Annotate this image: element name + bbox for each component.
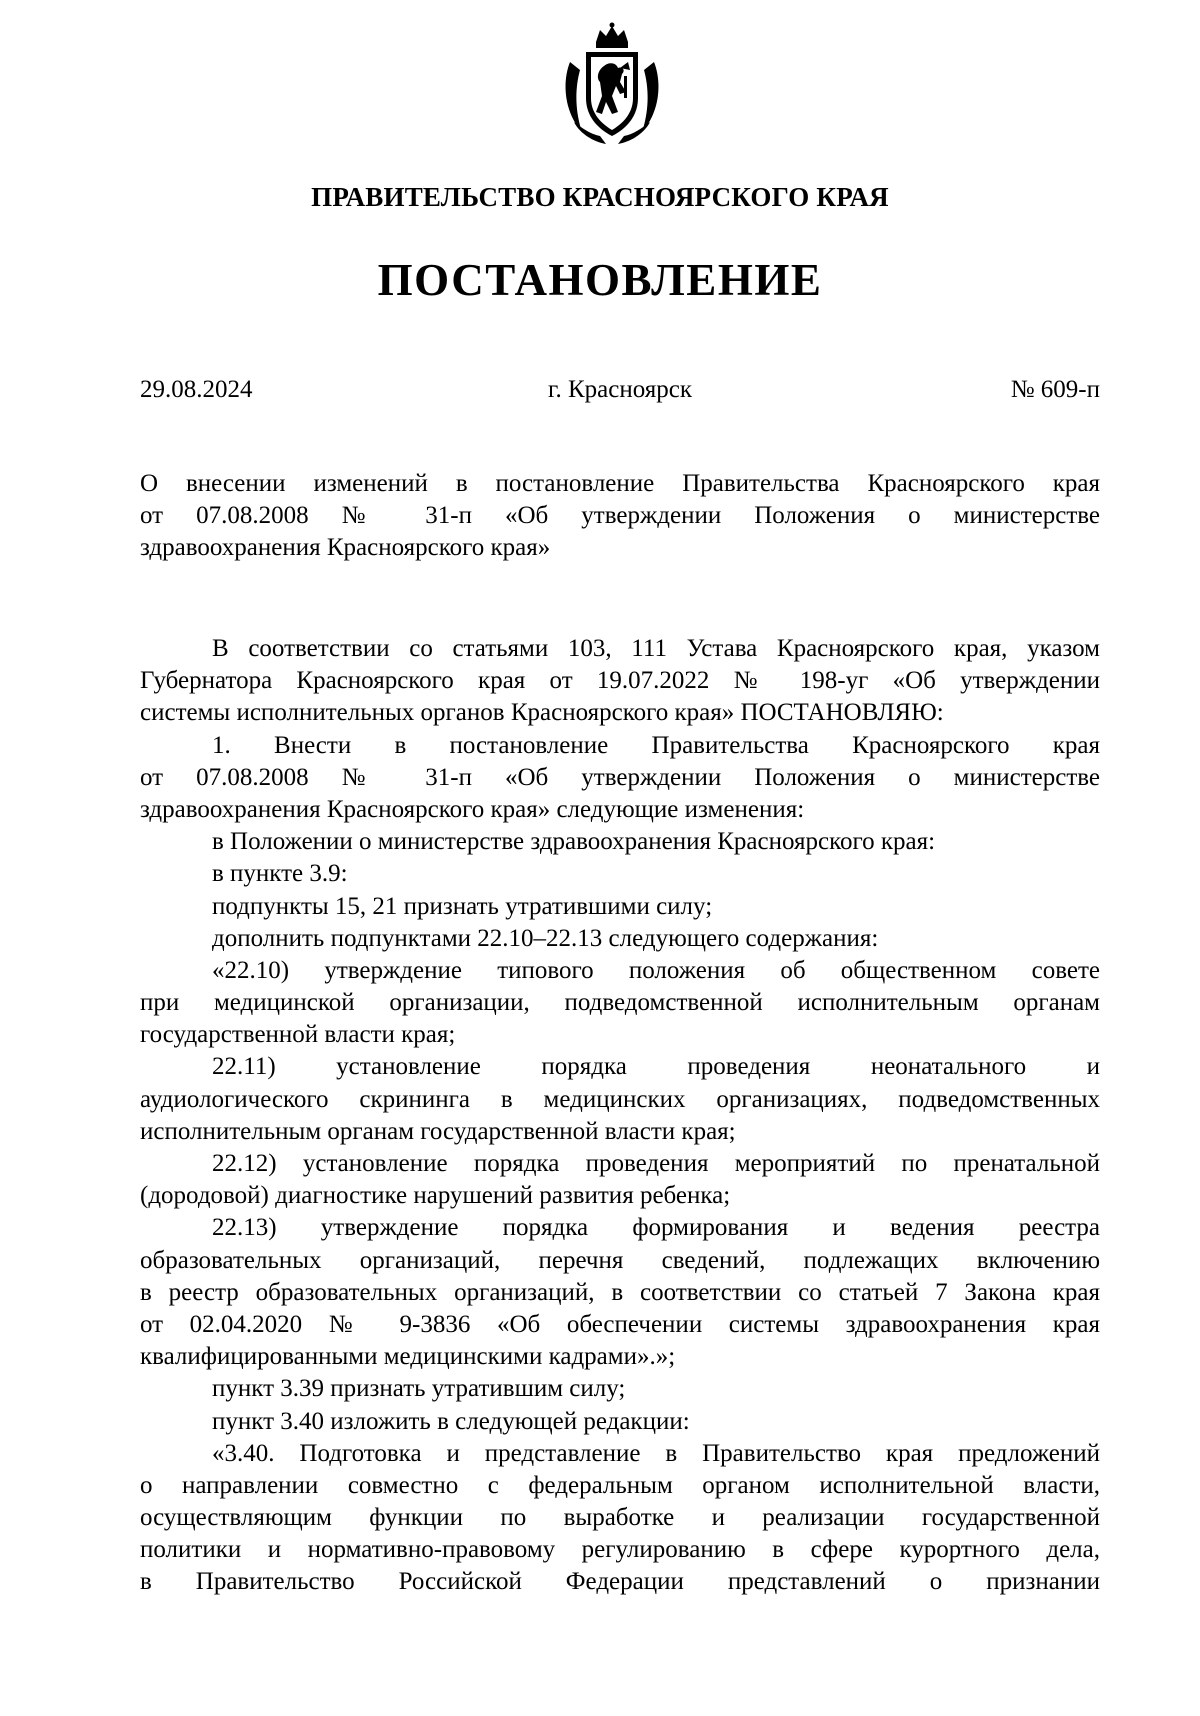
body-line: при медицинской организации, подведомственной исполнительным органам — [140, 989, 1100, 1017]
body-line: подпункты 15, 21 признать утратившими силу; — [212, 892, 713, 920]
body-line: исполнительным органам государственной власти края; — [140, 1117, 736, 1145]
body-line: «22.10) утверждение типового положения об общественном совете — [212, 956, 1100, 984]
body-line: 22.12) установление порядка проведения мероприятий по пренатальной — [212, 1150, 1100, 1177]
body-line: государственной власти края; — [140, 1021, 456, 1049]
body-line: В соответствии со статьями 103, 111 Устава Красноярского края, указом — [212, 635, 1100, 662]
body-line: в пункте 3.9: — [212, 860, 348, 888]
body-line: 22.11) установление порядка проведения неонатального и — [212, 1053, 1100, 1081]
document-city: г. Красноярск — [548, 376, 692, 403]
subject-line: здравоохранения Красноярского края» — [140, 534, 551, 562]
body-line: политики и нормативно-правовому регулированию в сфере курортного дела, — [140, 1536, 1100, 1564]
body-line: о направлении совместно с федеральным органом исполнительной власти, — [140, 1471, 1100, 1499]
body-line: 22.13) утверждение порядка формирования и ведения реестра — [212, 1214, 1100, 1242]
document-date: 29.08.2024 — [140, 376, 253, 403]
body-line: дополнить подпунктами 22.10–22.13 следующего содержания: — [212, 924, 879, 952]
subject-line: О внесении изменений в постановление Правительства Красноярского края — [140, 470, 1100, 497]
body-line: пункт 3.40 изложить в следующей редакции: — [212, 1407, 690, 1435]
document-body — [140, 633, 1100, 1599]
document-subject — [140, 468, 1100, 565]
body-line: образовательных организаций, перечня сведений, подлежащих включению — [140, 1246, 1100, 1274]
body-line: системы исполнительных органов Красноярского края» ПОСТАНОВЛЯЮ: — [140, 699, 944, 727]
government-title: ПРАВИТЕЛЬСТВО КРАСНОЯРСКОГО КРАЯ — [311, 182, 889, 212]
body-line: пункт 3.39 признать утратившим силу; — [212, 1375, 626, 1403]
document-number: № 609-п — [1010, 376, 1100, 403]
body-line: от 07.08.2008 № 31-п «Об утверждении Положения о министерстве — [140, 763, 1100, 791]
body-line: квалифицированными медицинскими кадрами».»; — [140, 1343, 676, 1371]
krasnoyarsk-coat-of-arms-emblem — [560, 22, 664, 148]
body-line: Губернатора Красноярского края от 19.07.2022 № 198-уг «Об утверждении — [140, 667, 1100, 695]
body-line: осуществляющим функции по выработке и реализации государственной — [140, 1504, 1100, 1532]
body-line: аудиологического скрининга в медицинских организациях, подведомственных — [140, 1085, 1100, 1113]
body-line: (дородовой) диагностике нарушений развития ребенка; — [140, 1182, 731, 1210]
document-meta-row — [140, 376, 1100, 408]
body-line: 1. Внести в постановление Правительства Красноярского края — [212, 731, 1100, 759]
body-line: в Положении о министерстве здравоохранения Красноярского края: — [212, 828, 936, 856]
subject-line: от 07.08.2008 № 31-п «Об утверждении Положения о министерстве — [140, 502, 1100, 530]
body-line: «3.40. Подготовка и представление в Правительство края предложений — [212, 1439, 1100, 1467]
body-line: от 02.04.2020 № 9-3836 «Об обеспечении системы здравоохранения края — [140, 1310, 1100, 1338]
document-type-title: ПОСТАНОВЛЕНИЕ — [377, 255, 823, 305]
body-line: в реестр образовательных организаций, в соответствии со статьей 7 Закона края — [140, 1278, 1100, 1306]
body-line: в Правительство Российской Федерации представлений о признании — [140, 1568, 1100, 1596]
body-line: здравоохранения Красноярского края» следующие изменения: — [140, 795, 805, 823]
